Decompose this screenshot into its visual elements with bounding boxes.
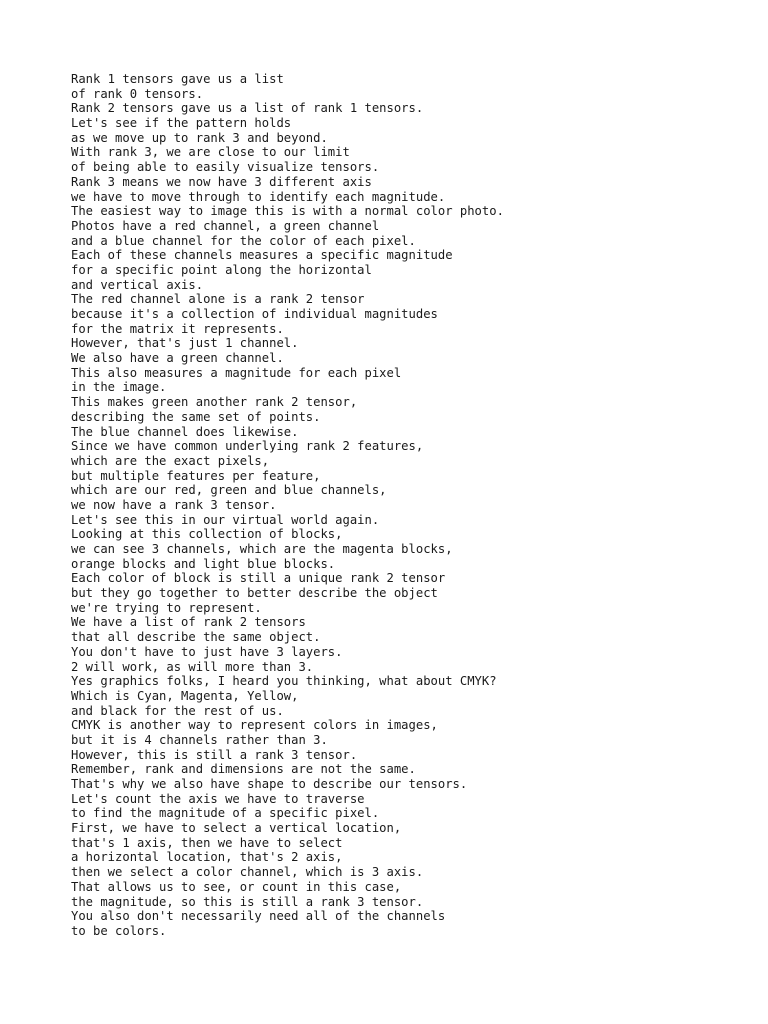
text-line: CMYK is another way to represent colors in images, [71,718,438,733]
text-line: we have to move through to identify each magnitude. [71,189,446,204]
text-line: for the matrix it represents. [71,321,284,336]
text-line: but it is 4 channels rather than 3. [71,732,328,747]
text-line: because it's a collection of individual magnitudes [71,307,438,321]
text-line: However, this is still a rank 3 tensor. [71,747,358,762]
text-line: the magnitude, so this is still a rank 3 tensor. [71,894,424,909]
text-line: and vertical axis. [71,277,204,292]
text-line: a horizontal location, that's 2 axis, [71,850,343,865]
text-line: to find the magnitude of a specific pixel. [71,806,380,821]
text-line: Yes graphics folks, I heard you thinking, what about CMYK? [71,674,497,689]
text-line: This also measures a magnitude for each pixel [71,365,402,380]
text-line: That allows us to see, or count in this case, [71,879,402,894]
text-line: but multiple features per feature, [71,468,321,483]
text-line: we can see 3 channels, which are the magenta blocks, [71,542,453,556]
text-line: we now have a rank 3 tensor. [71,497,277,512]
text-line: First, we have to select a vertical location, [71,821,402,836]
text-line: Rank 2 tensors gave us a list of rank 1 tensors. [71,101,424,116]
text-line: Looking at this collection of blocks, [71,527,343,542]
text-line: However, that's just 1 channel. [71,336,299,351]
text-line: for a specific point along the horizontal [71,262,372,277]
text-line: We have a list of rank 2 tensors [71,615,306,630]
text-line: Each of these channels measures a specific magnitude [71,248,453,263]
text-line: Photos have a red channel, a green channel [71,218,380,233]
text-line: The easiest way to image this is with a normal color photo. [71,204,504,219]
text-line: which are the exact pixels, [71,453,270,468]
text-line: and black for the rest of us. [71,703,284,718]
text-line: Since we have common underlying rank 2 features, [71,439,424,454]
text-line: in the image. [71,380,167,395]
text-line: Remember, rank and dimensions are not the same. [71,762,416,777]
text-line: Rank 1 tensors gave us a list [71,72,284,86]
text-line: as we move up to rank 3 and beyond. [71,130,328,145]
text-line: Each color of block is still a unique rank 2 tensor [71,571,446,586]
text-line: of being able to easily visualize tensors. [71,160,380,175]
text-line: The blue channel does likewise. [71,424,299,439]
transcript-text [71,72,731,939]
text-line: This makes green another rank 2 tensor, [71,395,358,410]
text-line: You also don't necessarily need all of the channels [71,909,446,924]
text-line: then we select a color channel, which is 3 axis. [71,865,424,880]
text-line: That's why we also have shape to describe our tensors. [71,777,468,791]
text-line: The red channel alone is a rank 2 tensor [71,292,365,307]
text-line: that's 1 axis, then we have to select [71,835,343,850]
text-line: to be colors. [71,923,167,938]
text-line: Let's see this in our virtual world again. [71,512,380,527]
text-line: and a blue channel for the color of each pixel. [71,233,416,248]
text-line: 2 will work, as will more than 3. [71,659,314,674]
text-line: Which is Cyan, Magenta, Yellow, [71,688,299,703]
text-line: which are our red, green and blue channels, [71,483,387,498]
text-line: You don't have to just have 3 layers. [71,644,343,659]
text-line: of rank 0 tensors. [71,86,204,101]
text-line: Let's count the axis we have to traverse [71,791,365,806]
text-line: we're trying to represent. [71,600,262,615]
text-line: orange blocks and light blue blocks. [71,556,336,571]
text-line: Rank 3 means we now have 3 different axis [71,174,372,189]
text-line: With rank 3, we are close to our limit [71,145,350,160]
text-line: describing the same set of points. [71,409,321,424]
text-line: We also have a green channel. [71,351,284,366]
text-line: that all describe the same object. [71,630,321,645]
text-line: Let's see if the pattern holds [71,116,292,131]
text-line: but they go together to better describe the object [71,586,438,601]
